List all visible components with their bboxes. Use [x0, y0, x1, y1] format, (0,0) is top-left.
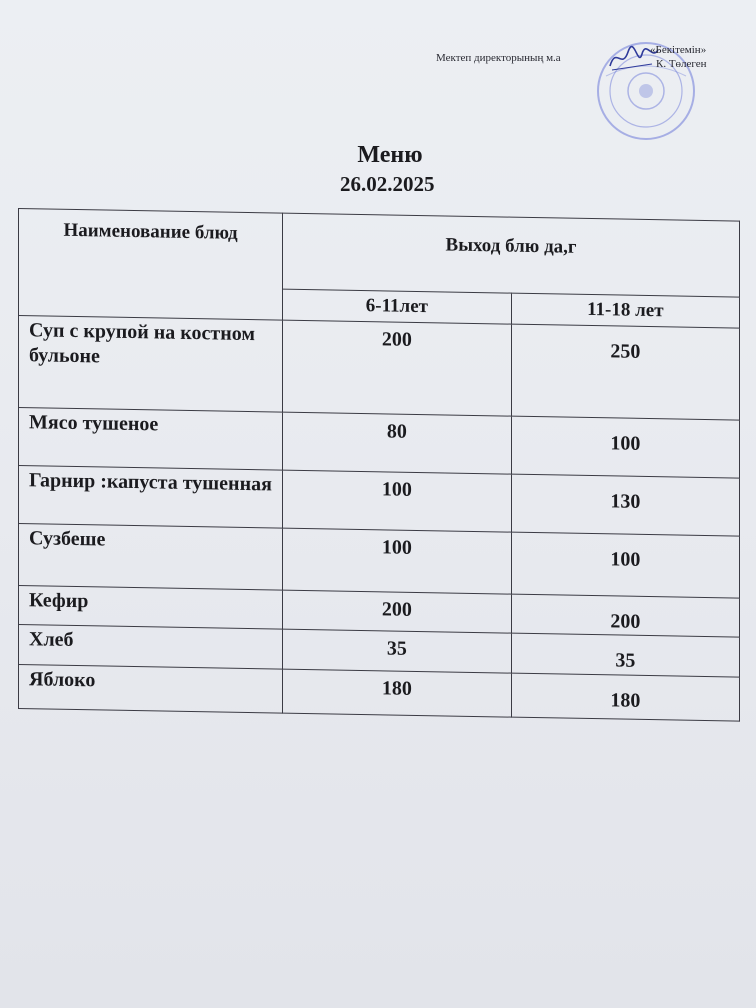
yield-11-18: 35	[511, 633, 739, 677]
yield-11-18: 250	[511, 324, 739, 420]
table-header-row	[19, 209, 740, 298]
dish-name: Мясо тушеное	[19, 408, 283, 471]
header-age-11-18: 11-18 лет	[511, 293, 739, 328]
yield-11-18: 180	[511, 673, 739, 721]
yield-6-11: 200	[283, 320, 512, 416]
header-dish-name: Наименование блюд	[19, 209, 283, 321]
dish-name: Суп с крупой на костном бульоне	[19, 316, 283, 413]
yield-11-18: 100	[511, 532, 739, 598]
director-name: К. Төлеген	[656, 58, 707, 70]
yield-6-11: 100	[283, 470, 512, 532]
approved-label: «Бекітемін»	[650, 44, 707, 56]
yield-6-11: 200	[283, 590, 512, 633]
yield-11-18: 130	[511, 474, 739, 536]
dish-name: Хлеб	[19, 625, 283, 670]
yield-11-18: 200	[511, 594, 739, 637]
director-acting-line: Мектеп директорының м.а	[436, 52, 561, 64]
yield-11-18: 100	[511, 416, 739, 478]
header-yield: Выход блю да,г	[283, 213, 740, 297]
table-row	[19, 316, 740, 421]
approval-block	[436, 44, 736, 154]
page-title: Меню	[357, 142, 423, 168]
dish-name: Гарнир :капуста тушенная	[19, 466, 283, 529]
yield-6-11: 80	[283, 412, 512, 474]
dish-name: Сузбеше	[19, 524, 283, 591]
yield-6-11: 35	[283, 629, 512, 673]
yield-6-11: 100	[283, 528, 512, 594]
dish-name: Кефир	[19, 586, 283, 630]
menu-table	[18, 208, 740, 722]
menu-date: 26.02.2025	[340, 172, 435, 196]
header-age-6-11: 6-11лет	[283, 289, 512, 324]
yield-6-11: 180	[283, 669, 512, 717]
dish-name: Яблоко	[19, 665, 283, 714]
